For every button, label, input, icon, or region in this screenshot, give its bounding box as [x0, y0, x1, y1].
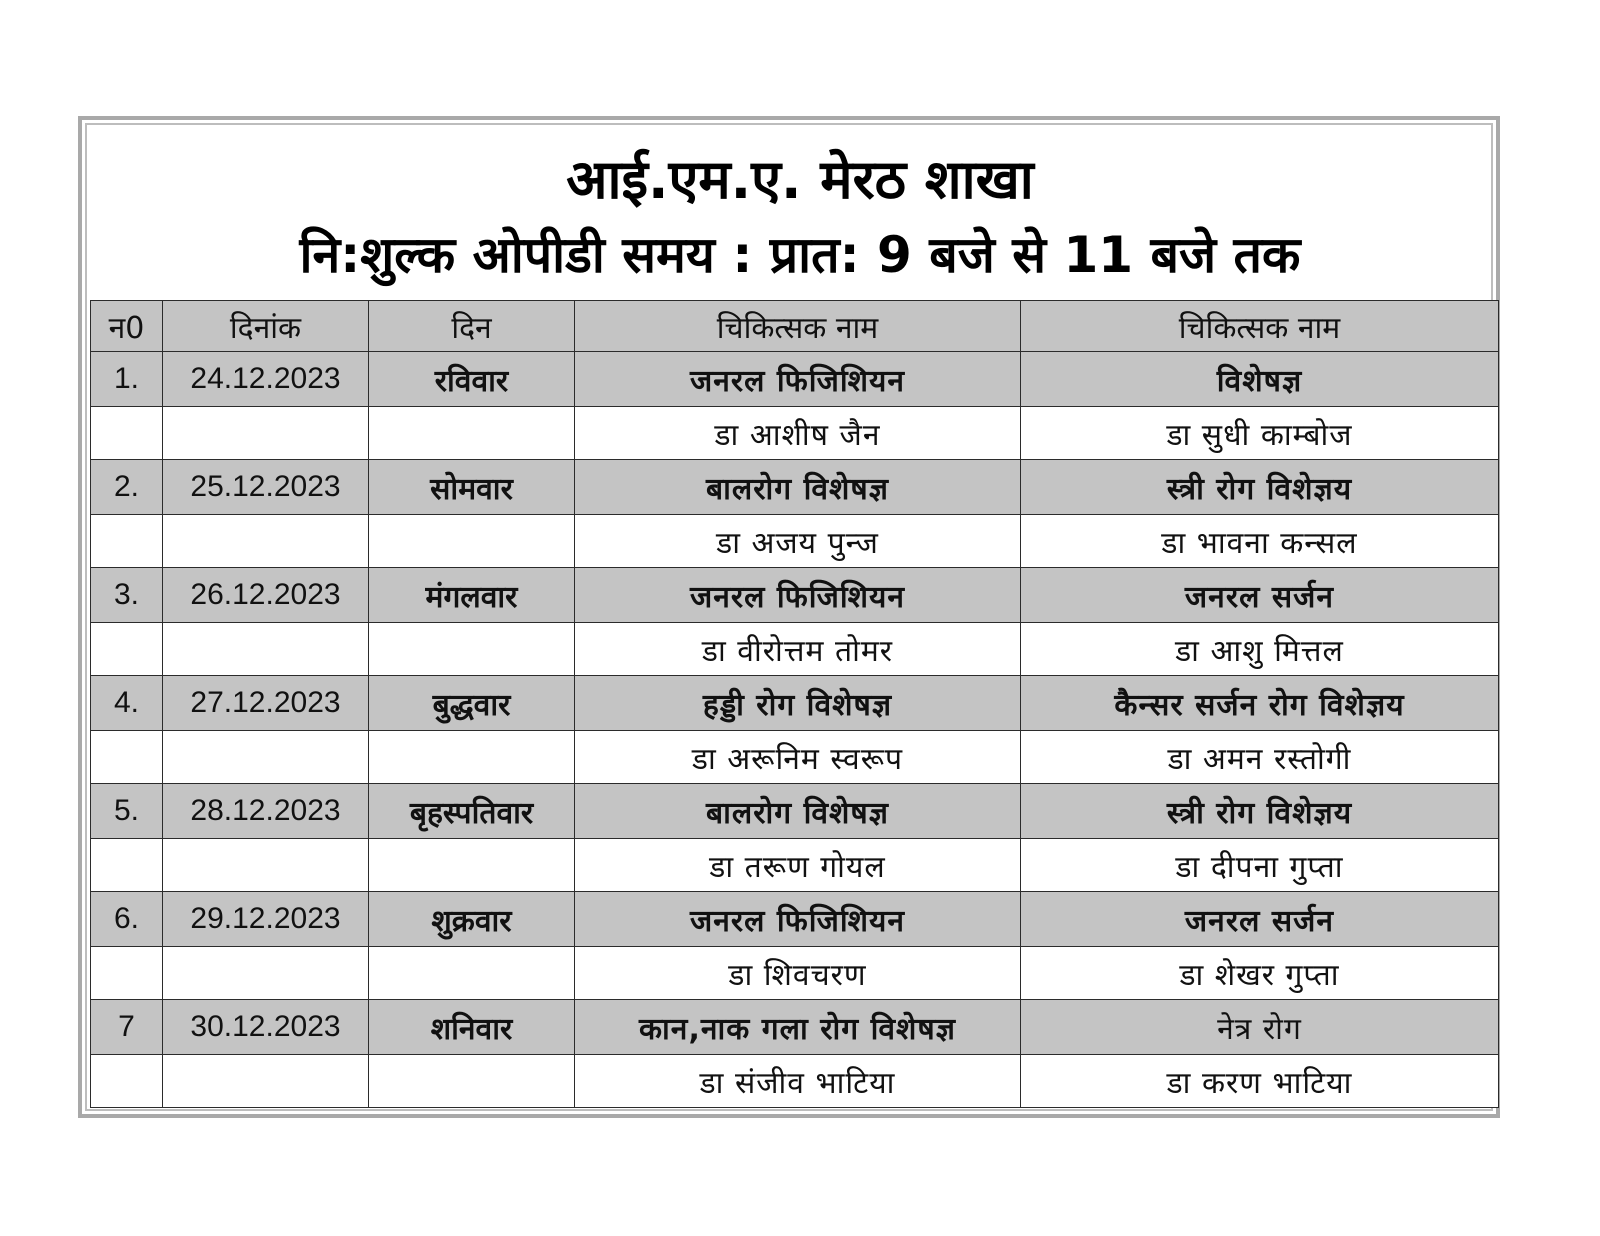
empty-cell	[91, 731, 163, 784]
empty-cell	[163, 623, 369, 676]
empty-cell	[369, 515, 575, 568]
row-date: 28.12.2023	[163, 784, 369, 839]
row-number: 1.	[91, 352, 163, 407]
speciality-2: कैन्सर सर्जन रोग विशेज्ञय	[1021, 676, 1499, 731]
doctor-name-2: डा भावना कन्सल	[1021, 515, 1499, 568]
speciality-2: स्त्री रोग विशेज्ञय	[1021, 460, 1499, 515]
speciality-1: जनरल फिजिशियन	[575, 892, 1021, 947]
column-header-date: दिनांक	[163, 301, 369, 352]
empty-cell	[91, 839, 163, 892]
row-date: 29.12.2023	[163, 892, 369, 947]
doctor-name-1: डा तरूण गोयल	[575, 839, 1021, 892]
table-row	[91, 407, 1499, 460]
speciality-1: जनरल फिजिशियन	[575, 352, 1021, 407]
speciality-1: कान,नाक गला रोग विशेषज्ञ	[575, 1000, 1021, 1055]
table-row	[91, 784, 1499, 839]
empty-cell	[369, 1055, 575, 1108]
row-day: बुद्धवार	[369, 676, 575, 731]
table-header-row	[91, 301, 1499, 352]
speciality-1: हड्डी रोग विशेषज्ञ	[575, 676, 1021, 731]
table-row	[91, 1055, 1499, 1108]
table-row	[91, 460, 1499, 515]
table-row	[91, 515, 1499, 568]
row-number: 5.	[91, 784, 163, 839]
doctor-name-1: डा संजीव भाटिया	[575, 1055, 1021, 1108]
doctor-name-2: डा अमन रस्तोगी	[1021, 731, 1499, 784]
column-header-number: न0	[91, 301, 163, 352]
speciality-2: स्त्री रोग विशेज्ञय	[1021, 784, 1499, 839]
column-header-day: दिन	[369, 301, 575, 352]
column-header-doctor-name-2: चिकित्सक नाम	[1021, 301, 1499, 352]
empty-cell	[369, 839, 575, 892]
table-row	[91, 623, 1499, 676]
row-number: 7	[91, 1000, 163, 1055]
row-day: बृहस्पतिवार	[369, 784, 575, 839]
row-date: 26.12.2023	[163, 568, 369, 623]
empty-cell	[369, 623, 575, 676]
speciality-2: विशेषज्ञ	[1021, 352, 1499, 407]
column-header-doctor-name-1: चिकित्सक नाम	[575, 301, 1021, 352]
table-row	[91, 731, 1499, 784]
row-number: 4.	[91, 676, 163, 731]
empty-cell	[163, 839, 369, 892]
empty-cell	[369, 731, 575, 784]
speciality-1: जनरल फिजिशियन	[575, 568, 1021, 623]
table-row	[91, 352, 1499, 407]
speciality-1: बालरोग विशेषज्ञ	[575, 460, 1021, 515]
row-date: 30.12.2023	[163, 1000, 369, 1055]
speciality-2: जनरल सर्जन	[1021, 892, 1499, 947]
table-row	[91, 676, 1499, 731]
page-subtitle: नि:शुल्क ओपीडी समय : प्रात: 9 बजे से 11 बजे तक	[299, 226, 1301, 284]
doctor-name-2: डा आशु मित्तल	[1021, 623, 1499, 676]
speciality-2: नेत्र रोग	[1021, 1000, 1499, 1055]
row-date: 27.12.2023	[163, 676, 369, 731]
doctor-name-1: डा वीरोत्तम तोमर	[575, 623, 1021, 676]
row-date: 24.12.2023	[163, 352, 369, 407]
empty-cell	[91, 623, 163, 676]
empty-cell	[163, 515, 369, 568]
row-day: रविवार	[369, 352, 575, 407]
speciality-1: बालरोग विशेषज्ञ	[575, 784, 1021, 839]
table-row	[91, 892, 1499, 947]
table-row	[91, 568, 1499, 623]
doctor-name-2: डा दीपना गुप्ता	[1021, 839, 1499, 892]
table-row	[91, 839, 1499, 892]
empty-cell	[163, 407, 369, 460]
empty-cell	[163, 731, 369, 784]
empty-cell	[91, 947, 163, 1000]
empty-cell	[369, 947, 575, 1000]
doctor-name-2: डा सुधी काम्बोज	[1021, 407, 1499, 460]
row-number: 2.	[91, 460, 163, 515]
table-row	[91, 947, 1499, 1000]
empty-cell	[91, 407, 163, 460]
empty-cell	[163, 1055, 369, 1108]
doctor-name-1: डा अजय पुन्ज	[575, 515, 1021, 568]
row-number: 3.	[91, 568, 163, 623]
table-row	[91, 1000, 1499, 1055]
empty-cell	[91, 515, 163, 568]
row-date: 25.12.2023	[163, 460, 369, 515]
doctor-name-2: डा करण भाटिया	[1021, 1055, 1499, 1108]
empty-cell	[91, 1055, 163, 1108]
empty-cell	[369, 407, 575, 460]
row-day: सोमवार	[369, 460, 575, 515]
page-title: आई.एम.ए. मेरठ शाखा	[566, 148, 1034, 211]
doctor-name-2: डा शेखर गुप्ता	[1021, 947, 1499, 1000]
doctor-name-1: डा अरूनिम स्वरूप	[575, 731, 1021, 784]
row-day: मंगलवार	[369, 568, 575, 623]
row-day: शुक्रवार	[369, 892, 575, 947]
doctor-name-1: डा आशीष जैन	[575, 407, 1021, 460]
opd-schedule-table	[90, 300, 1499, 1108]
row-number: 6.	[91, 892, 163, 947]
doctor-name-1: डा शिवचरण	[575, 947, 1021, 1000]
empty-cell	[163, 947, 369, 1000]
speciality-2: जनरल सर्जन	[1021, 568, 1499, 623]
row-day: शनिवार	[369, 1000, 575, 1055]
